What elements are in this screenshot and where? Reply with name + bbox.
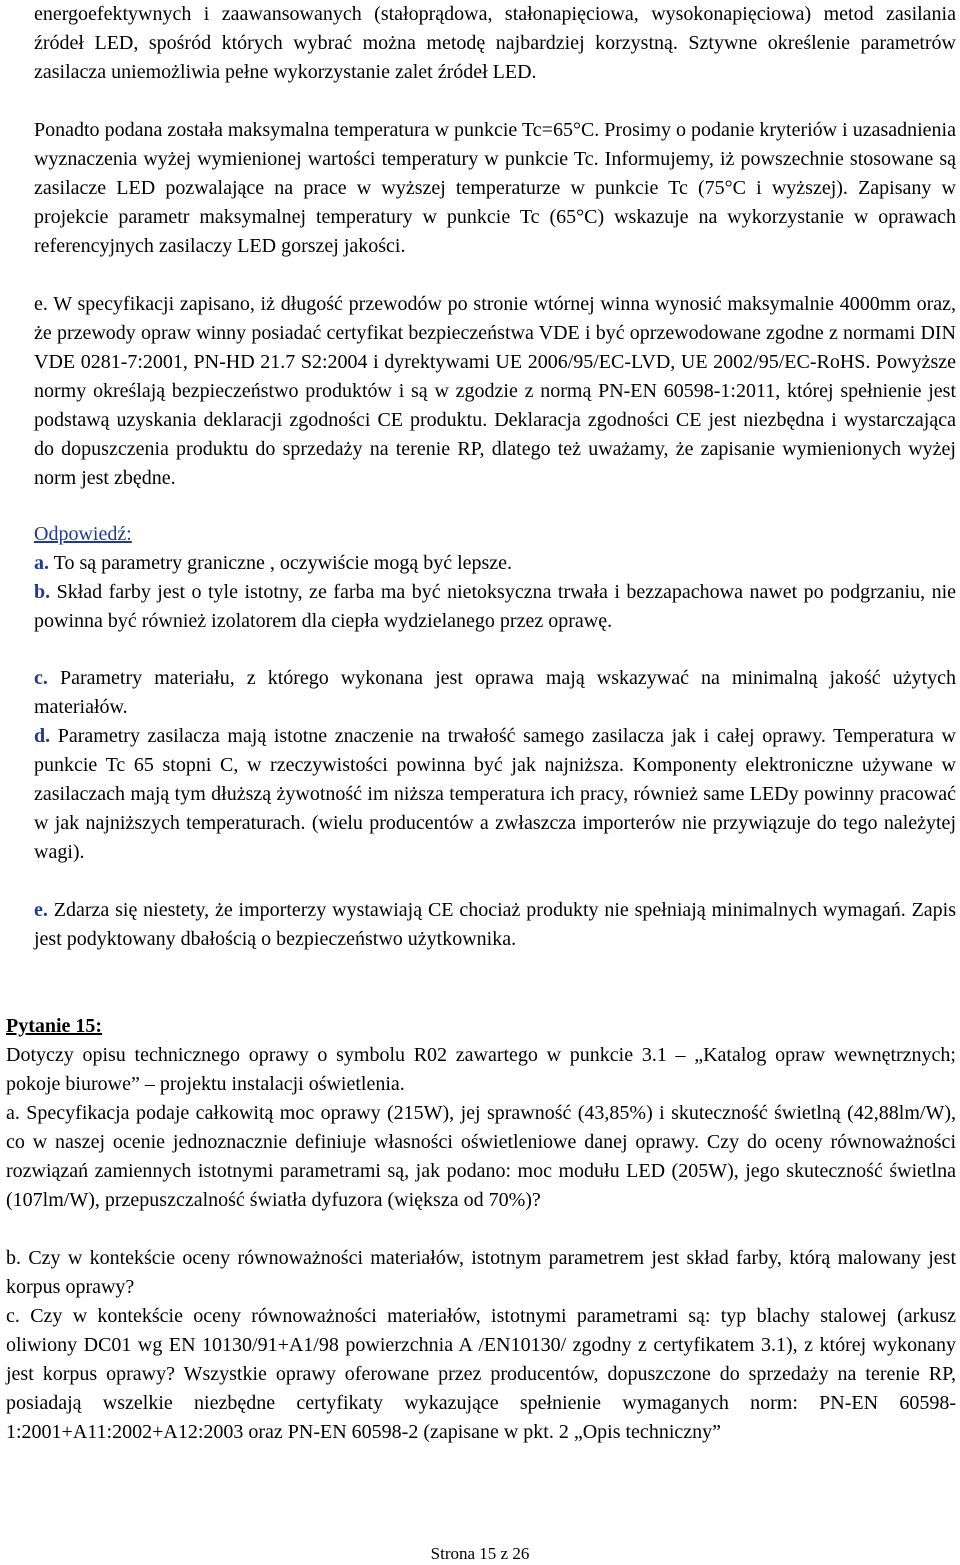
- item-text: Skład farby jest o tyle istotny, ze farba ma być nietoksyczna trwała i bezzapachowa nawet po podgrzaniu, nie powinna być również izolatorem dla ciepła wydzielanego przez oprawę.: [34, 581, 957, 632]
- item-text: Czy w kontekście oceny równoważności materiałów, istotnymi parametrami są: typ blachy stalowej (arkusz oliwiony DC01 wg EN 10130/91+A1/98 powierzchnia A /EN10130/ zgodny z certyfikatem 3.1), z której wykonany jest korpus oprawy? Wszystkie oprawy oferowane przez producentów, dopuszczone do sprzedaży na terenie RP, posiadają wszelkie niezbędne certyfikaty wykazujące spełnienie wymaganych norm: PN-EN 60598-1:2001+A11:2002+A12:2003 oraz PN-EN 60598-2 (zapisane w pkt. 2 „Opis techniczny”: [6, 1305, 956, 1443]
- intro-paragraph-1: energoefektywnych i zaawansowanych (stałoprądowa, stałonapięciowa, wysokonapięciowa) metod zasilania źródeł LED, spośród których wybrać można metodę najbardziej korzystną. Sztywne określenie parametrów zasilacza uniemożliwia pełne wykorzystanie zalet źródeł LED.: [34, 3, 956, 83]
- item-text: To są parametry graniczne , oczywiście mogą być lepsze.: [53, 552, 513, 574]
- answer-heading: [34, 520, 956, 549]
- answer-heading-text: Odpowiedź:: [34, 523, 132, 545]
- intro-paragraph-2: Ponadto podana została maksymalna temperatura w punkcie Tc=65°C. Prosimy o podanie kryteriów i uzasadnienia wyznaczenia wyżej wymienionej wartości temperatury w punkcie Tc. Informujemy, iż powszechnie stosowane są zasilacze LED pozwalające na prace w wyższej temperaturze w punkcie Tc (75°C i wyższej). Zapisany w projekcie parametr maksymalnej temperatury w punkcie Tc (65°C) wskazuje na wykorzystanie w oprawach referencyjnych zasilaczy LED gorszej jakości.: [34, 119, 956, 257]
- question-15-item-a: [6, 1099, 956, 1215]
- item-label: b.: [6, 1247, 21, 1269]
- item-text: Czy w kontekście oceny równoważności materiałów, istotnym parametrem jest skład farby, którą malowany jest korpus oprawy?: [6, 1247, 956, 1298]
- question-15-heading: [6, 1012, 956, 1041]
- item-text: Parametry materiału, z którego wykonana jest oprawa mają wskazywać na minimalną jakość użytych materiałów.: [34, 667, 956, 718]
- item-label: a.: [6, 1102, 20, 1124]
- answer-item-e: [34, 896, 956, 954]
- item-label: d.: [34, 725, 51, 747]
- answer-item-c: [34, 664, 956, 722]
- item-label: c.: [6, 1305, 20, 1327]
- item-label: a.: [34, 552, 49, 574]
- answer-item-a: [34, 549, 956, 578]
- answer-item-d: [34, 722, 956, 867]
- item-text: Specyfikacja podaje całkowitą moc oprawy (215W), jej sprawność (43,85%) i skuteczność świetlną (42,88lm/W), co w naszej ocenie jednoznacznie definiuje własności oświetleniowe danej oprawy. Czy do oceny równoważności rozwiązań zamiennych istotnymi parametrami są, jak podano: moc modułu LED (205W), jego skuteczność świetlna (107lm/W), przepuszczalność światła dyfuzora (większa od 70%)?: [6, 1102, 957, 1211]
- item-label: e.: [34, 293, 48, 315]
- item-text: W specyfikacji zapisano, iż długość przewodów po stronie wtórnej winna wynosić maksymalnie 4000mm oraz, że przewody opraw winny posiadać certyfikat bezpieczeństwa VDE i być oprzewodowane zgodne z normami DIN VDE 0281-7:2001, PN-HD 21.7 S2:2004 i dyrektywami UE 2006/95/EC-LVD, UE 2002/95/EC-RoHS. Powyższe normy określają bezpieczeństwo produktów i są w zgodzie z normą PN-EN 60598-1:2011, której spełnienie jest podstawą uzyskania deklaracji zgodności CE produktu. Deklaracja zgodności CE jest niezbędna i wystarczająca do dopuszczenia produktu do sprzedaży na terenie RP, dlatego też uważamy, że zapisanie wymienionych wyżej norm jest zbędne.: [34, 293, 957, 489]
- item-label: e.: [34, 899, 48, 921]
- answer-item-b: [34, 578, 956, 636]
- item-text: Parametry zasilacza mają istotne znaczenie na trwałość samego zasilacza jak i całej oprawy. Temperatura w punkcie Tc 65 stopni C, w rzeczywistości powinna być jak najniższa. Komponenty elektroniczne używane w zasilaczach mają tym dłuższą żywotność im niższa temperatura ich pracy, również same LEDy powinny pracować w jak najniższych temperaturach. (wielu producentów a zwłaszcza importerów nie przywiązuje do tego należytej wagi).: [34, 725, 956, 863]
- item-text: Zdarza się niestety, że importerzy wystawiają CE chociaż produkty nie spełniają minimalnych wymagań. Zapis jest podyktowany dbałością o bezpieczeństwo użytkownika.: [34, 899, 957, 950]
- page-number: Strona 15 z 26: [430, 1544, 530, 1563]
- question-15-item-b: [6, 1244, 956, 1302]
- question-15-item-c: [6, 1302, 956, 1447]
- item-label: c.: [34, 667, 48, 689]
- intro-item-e: [34, 290, 956, 493]
- question-15-intro: Dotyczy opisu technicznego oprawy o symbolu R02 zawartego w punkcie 3.1 – „Katalog opraw wewnętrznych; pokoje biurowe” – projektu instalacji oświetlenia.: [6, 1044, 956, 1095]
- item-label: b.: [34, 581, 51, 603]
- question-15-heading-text: Pytanie 15:: [6, 1015, 103, 1037]
